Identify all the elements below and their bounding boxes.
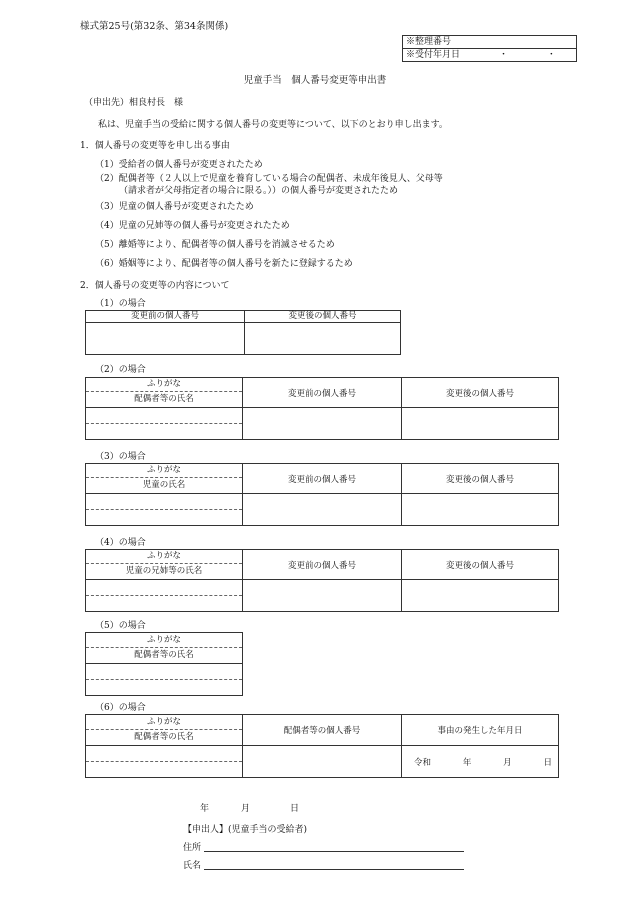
registration-number-label: ※整理番号 xyxy=(406,37,452,47)
footer-month-label: 月 xyxy=(241,804,251,814)
name-label: 氏名 xyxy=(183,861,202,871)
section2-heading: 2．個人番号の変更等の内容について xyxy=(80,281,230,291)
name-header: 児童の兄姉等の氏名 xyxy=(125,566,203,576)
reason-item-6: （6）婚姻等により、配偶者等の個人番号を新たに登録するため xyxy=(95,259,353,269)
after-number-header: 変更後の個人番号 xyxy=(402,378,559,408)
reason-item-4: （4）児童の兄姉等の個人番号が変更されたため xyxy=(95,221,290,231)
after-number-input[interactable] xyxy=(245,323,401,355)
reason-item-1: （1）受給者の個人番号が変更されたため xyxy=(95,160,263,170)
furigana-header: ふりがな xyxy=(86,716,242,730)
before-number-input[interactable] xyxy=(86,323,245,355)
case2-table xyxy=(85,377,559,440)
addressee: （申出先）相良村長 様 xyxy=(84,98,184,108)
case5-table xyxy=(85,632,243,696)
reason-item-3: （3）児童の個人番号が変更されたため xyxy=(95,202,254,212)
furigana-header: ふりがな xyxy=(86,378,242,392)
address-input[interactable] xyxy=(204,851,464,852)
before-number-header: 変更前の個人番号 xyxy=(86,311,245,323)
after-number-header: 変更後の個人番号 xyxy=(402,464,559,494)
intro-text: 私は、児童手当の受給に関する個人番号の変更等について、以下のとおり申し出ます。 xyxy=(98,120,448,130)
furigana-header: ふりがな xyxy=(86,550,242,564)
case4-label: （4）の場合 xyxy=(95,538,146,548)
footer-day-label: 日 xyxy=(290,804,300,814)
registration-number-field[interactable] xyxy=(403,36,576,49)
name-header: 児童の氏名 xyxy=(142,480,186,490)
name-header: 配偶者等の氏名 xyxy=(134,731,194,742)
furigana-header: ふりがな xyxy=(86,634,242,648)
before-number-header: 変更前の個人番号 xyxy=(243,464,402,494)
name-input[interactable] xyxy=(86,664,243,696)
case3-table xyxy=(85,463,559,526)
after-number-input[interactable] xyxy=(402,408,559,440)
date-separator: ・ ・ xyxy=(499,50,574,60)
case2-label: （2）の場合 xyxy=(95,365,146,375)
month-label: 月 xyxy=(503,757,512,768)
name-header: 配偶者等の氏名 xyxy=(134,649,194,660)
footer-year-label: 年 xyxy=(200,804,210,814)
before-number-input[interactable] xyxy=(243,408,402,440)
year-label: 年 xyxy=(462,757,472,768)
reason-item-2: （2）配偶者等（２人以上で児童を養育している場合の配偶者、未成年後見人、父母等 xyxy=(95,174,443,184)
name-input[interactable] xyxy=(86,580,243,612)
before-number-input[interactable] xyxy=(243,580,402,612)
document-title: 児童手当 個人番号変更等申出書 xyxy=(243,75,387,86)
after-number-header: 変更後の個人番号 xyxy=(245,311,401,323)
before-number-input[interactable] xyxy=(243,494,402,526)
before-number-header: 変更前の個人番号 xyxy=(243,550,402,580)
receipt-date-label: ※受付年月日 xyxy=(406,50,461,60)
form-number-label: 様式第25号(第32条、第34条関係) xyxy=(80,21,229,32)
applicant-heading: 【申出人】(児童手当の受給者) xyxy=(183,825,308,835)
after-number-input[interactable] xyxy=(402,580,559,612)
case4-table xyxy=(85,549,559,612)
spouse-number-input[interactable] xyxy=(243,746,402,778)
case1-label: （1）の場合 xyxy=(95,299,146,309)
name-input[interactable] xyxy=(86,746,243,778)
reason-item-5: （5）離婚等により、配偶者等の個人番号を消滅させるため xyxy=(95,240,335,250)
name-input-line[interactable] xyxy=(204,869,464,870)
registration-box xyxy=(402,35,577,62)
section1-heading: 1．個人番号の変更等を申し出る事由 xyxy=(80,141,230,151)
name-input[interactable] xyxy=(86,408,243,440)
spouse-number-header: 配偶者等の個人番号 xyxy=(243,715,402,746)
after-number-header: 変更後の個人番号 xyxy=(402,550,559,580)
era-label: 令和 xyxy=(414,757,432,768)
furigana-header: ふりがな xyxy=(86,464,242,478)
day-label: 日 xyxy=(543,757,552,768)
after-number-input[interactable] xyxy=(402,494,559,526)
name-input[interactable] xyxy=(86,494,243,526)
case1-table xyxy=(85,310,401,355)
case6-label: （6）の場合 xyxy=(95,703,146,713)
case6-table xyxy=(85,714,559,778)
address-label: 住所 xyxy=(183,843,202,853)
event-date-header: 事由の発生した年月日 xyxy=(402,715,559,746)
before-number-header: 変更前の個人番号 xyxy=(243,378,402,408)
event-date-input[interactable] xyxy=(402,746,559,778)
reason-item-2-cont: （請求者が父母指定者の場合に限る。））の個人番号が変更されたため xyxy=(119,186,399,196)
case3-label: （3）の場合 xyxy=(95,452,146,462)
case5-label: （5）の場合 xyxy=(95,621,146,631)
name-header: 配偶者等の氏名 xyxy=(134,394,194,404)
receipt-date-field[interactable] xyxy=(403,49,576,61)
